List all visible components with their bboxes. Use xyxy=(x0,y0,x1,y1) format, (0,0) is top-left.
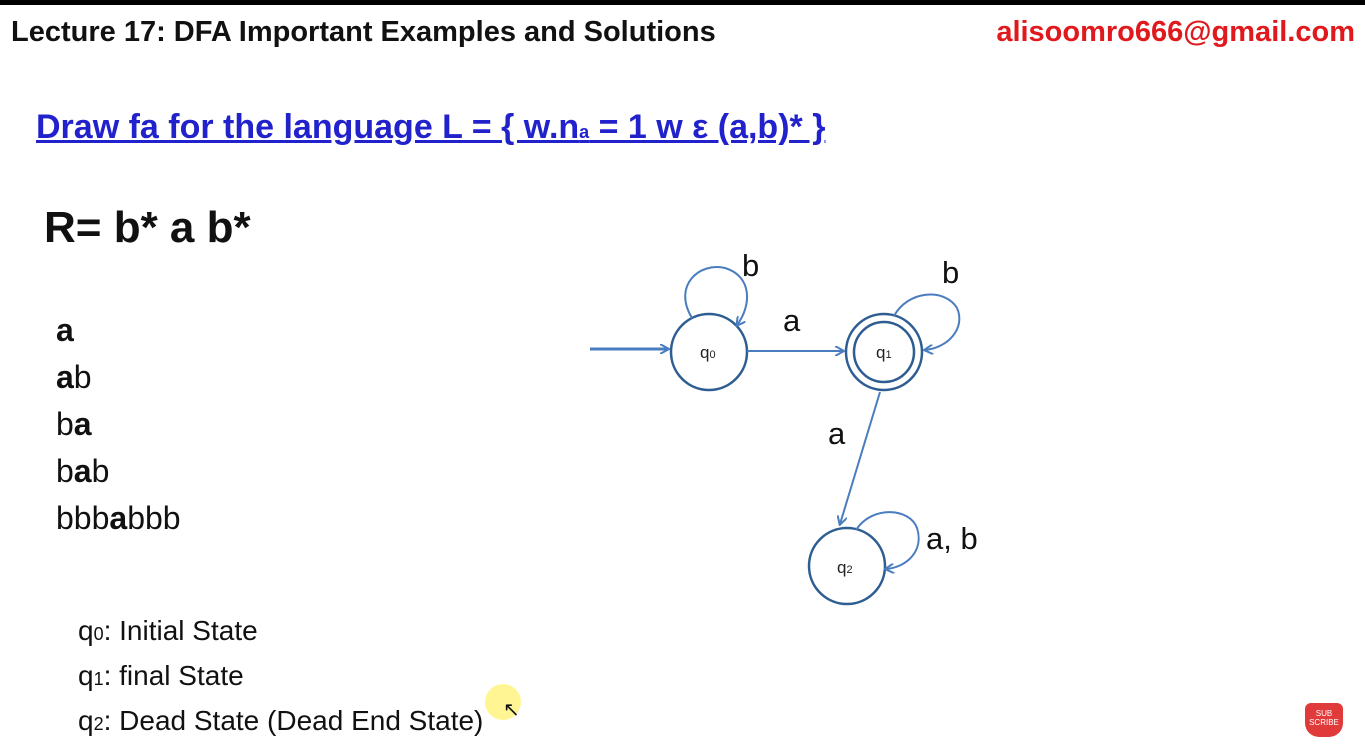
state-q1-label: q1 xyxy=(876,343,892,362)
legend-item-q0: q0: Initial State xyxy=(78,615,258,646)
example-string: a xyxy=(56,312,74,348)
problem-suffix: = 1 w ε (a,b)* } xyxy=(589,108,826,146)
transition-q0-q1-label: a xyxy=(783,303,801,338)
example-string: ab xyxy=(56,359,92,395)
regular-expression: R= b* a b* xyxy=(44,203,251,252)
legend-item-q2: q2: Dead State (Dead End State) xyxy=(78,705,484,736)
problem-prefix: Draw fa for the language L = { w.n xyxy=(36,108,580,146)
subscribe-button[interactable] xyxy=(1305,703,1343,737)
problem-subscript: a xyxy=(579,122,590,142)
example-string: bab xyxy=(56,453,110,489)
subscribe-line-2: SCRIBE xyxy=(1309,718,1339,727)
subscribe-line-1: SUB xyxy=(1315,709,1333,718)
transition-q0-q0-label: b xyxy=(742,248,760,283)
lecture-title: Lecture 17: DFA Important Examples and Solutions xyxy=(11,16,716,48)
transition-q1-q1-label: b xyxy=(942,255,960,290)
example-string: ba xyxy=(56,406,92,442)
author-email: alisoomro666@gmail.com xyxy=(996,16,1355,48)
example-string: bbbabbb xyxy=(56,500,181,536)
transition-q1-q2-label: a xyxy=(828,416,846,451)
state-q2-label: q2 xyxy=(837,558,853,577)
state-q0-label: q0 xyxy=(700,343,716,362)
transition-q2-q2-label: a, b xyxy=(926,521,978,556)
transition-q1-q2 xyxy=(840,392,880,524)
legend-item-q1: q1: final State xyxy=(78,660,244,691)
mouse-pointer-icon: ↖ xyxy=(503,699,520,721)
